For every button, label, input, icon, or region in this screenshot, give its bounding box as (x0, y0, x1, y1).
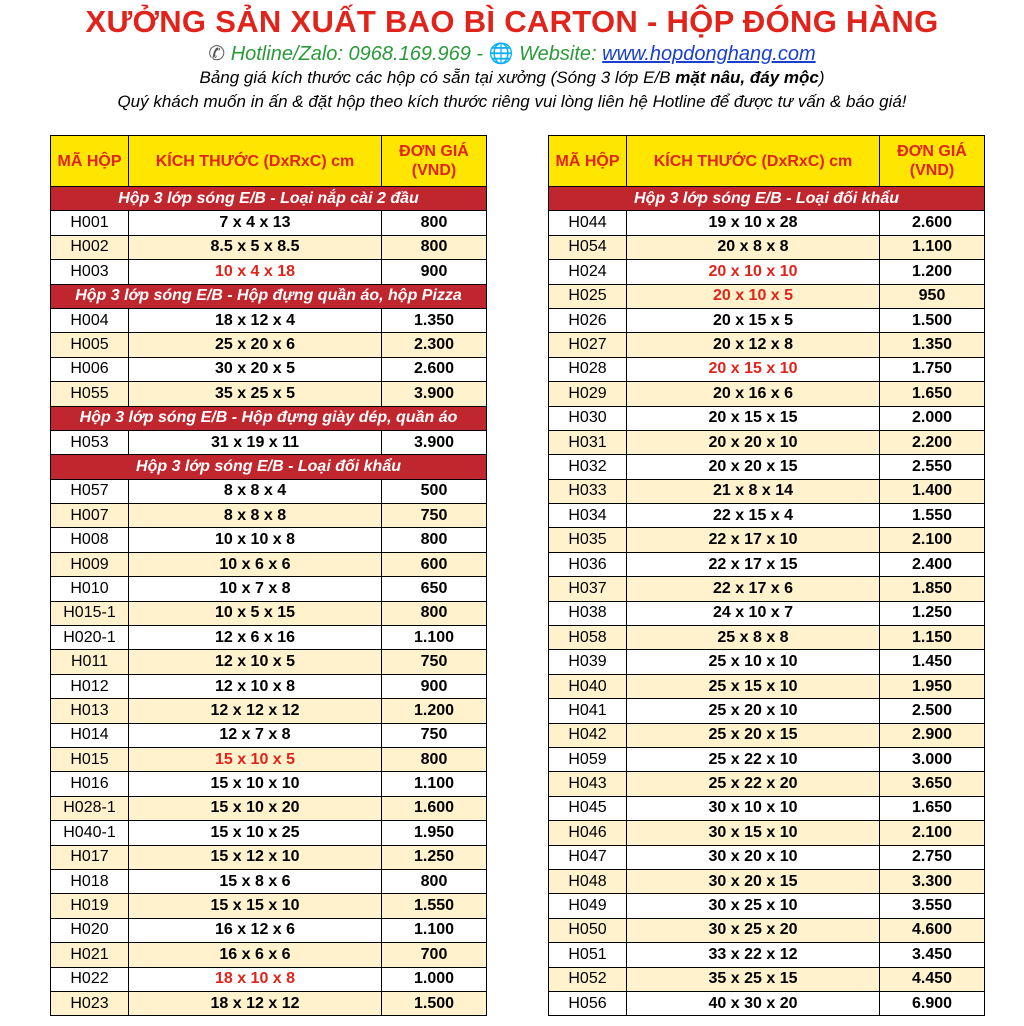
cell-price: 2.000 (880, 406, 985, 430)
table-row (51, 772, 487, 796)
cell-price: 800 (382, 235, 487, 259)
cell-size: 30 x 20 x 15 (627, 869, 880, 893)
cell-code: H001 (51, 211, 129, 235)
cell-size: 21 x 8 x 14 (627, 479, 880, 503)
cell-code: H055 (51, 382, 129, 406)
cell-size: 25 x 20 x 10 (627, 699, 880, 723)
cell-code: H053 (51, 430, 129, 454)
cell-code: H048 (549, 869, 627, 893)
table-row (51, 260, 487, 284)
cell-code: H059 (549, 747, 627, 771)
cell-price: 1.200 (880, 260, 985, 284)
cell-size: 20 x 10 x 5 (627, 284, 880, 308)
cell-size: 25 x 22 x 20 (627, 772, 880, 796)
table-row (51, 869, 487, 893)
table-row (549, 723, 985, 747)
cell-size: 20 x 12 x 8 (627, 333, 880, 357)
cell-code: H016 (51, 772, 129, 796)
cell-price: 2.550 (880, 455, 985, 479)
cell-code: H013 (51, 699, 129, 723)
cell-price: 3.000 (880, 747, 985, 771)
cell-code: H020-1 (51, 626, 129, 650)
cell-code: H024 (549, 260, 627, 284)
cell-size: 12 x 10 x 5 (129, 650, 382, 674)
cell-code: H034 (549, 504, 627, 528)
table-row (51, 845, 487, 869)
website-link[interactable]: www.hopdonghang.com (602, 43, 816, 65)
table-row (549, 845, 985, 869)
cell-size: 7 x 4 x 13 (129, 211, 382, 235)
cell-size: 15 x 10 x 20 (129, 796, 382, 820)
cell-size: 22 x 17 x 6 (627, 577, 880, 601)
cell-code: H043 (549, 772, 627, 796)
cell-price: 1.400 (880, 479, 985, 503)
cell-code: H046 (549, 821, 627, 845)
cell-price: 2.200 (880, 430, 985, 454)
cell-size: 25 x 20 x 6 (129, 333, 382, 357)
cell-price: 3.900 (382, 382, 487, 406)
cell-code: H039 (549, 650, 627, 674)
cell-size: 10 x 6 x 6 (129, 552, 382, 576)
cell-size: 22 x 17 x 15 (627, 552, 880, 576)
cell-price: 1.600 (382, 796, 487, 820)
cell-size: 15 x 15 x 10 (129, 894, 382, 918)
table-row (549, 479, 985, 503)
group-header-row (549, 187, 985, 211)
cell-size: 24 x 10 x 7 (627, 601, 880, 625)
cell-code: H026 (549, 308, 627, 332)
cell-code: H057 (51, 479, 129, 503)
cell-size: 10 x 4 x 18 (129, 260, 382, 284)
cell-size: 15 x 10 x 25 (129, 821, 382, 845)
cell-code: H018 (51, 869, 129, 893)
table-row (549, 650, 985, 674)
cell-price: 1.100 (382, 772, 487, 796)
table-row (549, 552, 985, 576)
cell-size: 22 x 17 x 10 (627, 528, 880, 552)
table-row (51, 991, 487, 1015)
table-row (549, 601, 985, 625)
price-note-bold: mặt nâu, đáy mộc (675, 68, 819, 87)
group-header-row (51, 406, 487, 430)
cell-price: 750 (382, 723, 487, 747)
cell-size: 12 x 7 x 8 (129, 723, 382, 747)
cell-price: 1.100 (382, 918, 487, 942)
cell-size: 31 x 19 x 11 (129, 430, 382, 454)
cell-code: H014 (51, 723, 129, 747)
table-row (51, 821, 487, 845)
table-row (549, 308, 985, 332)
column-header-code: MÃ HỘP (51, 136, 129, 187)
cell-size: 30 x 25 x 10 (627, 894, 880, 918)
cell-price: 900 (382, 674, 487, 698)
cell-size: 30 x 10 x 10 (627, 796, 880, 820)
cell-price: 2.400 (880, 552, 985, 576)
cell-price: 1.350 (880, 333, 985, 357)
cell-code: H049 (549, 894, 627, 918)
cell-size: 18 x 12 x 4 (129, 308, 382, 332)
group-title: Hộp 3 lớp sóng E/B - Hộp đựng quần áo, hộp Pizza (51, 284, 487, 308)
column-header-price: ĐƠN GIÁ (VND) (382, 136, 487, 187)
table-row (549, 455, 985, 479)
cell-code: H054 (549, 235, 627, 259)
cell-price: 1.100 (880, 235, 985, 259)
table-row (549, 382, 985, 406)
cell-code: H003 (51, 260, 129, 284)
cell-price: 1.350 (382, 308, 487, 332)
cell-code: H044 (549, 211, 627, 235)
cell-size: 20 x 15 x 15 (627, 406, 880, 430)
cell-price: 1.500 (382, 991, 487, 1015)
cell-size: 8 x 8 x 4 (129, 479, 382, 503)
cell-size: 25 x 10 x 10 (627, 650, 880, 674)
table-row (549, 894, 985, 918)
cell-price: 2.600 (880, 211, 985, 235)
cell-code: H052 (549, 967, 627, 991)
table-row (51, 967, 487, 991)
cell-size: 10 x 10 x 8 (129, 528, 382, 552)
page-header (0, 2, 1024, 114)
cell-size: 22 x 15 x 4 (627, 504, 880, 528)
cell-code: H020 (51, 918, 129, 942)
group-title: Hộp 3 lớp sóng E/B - Hộp đựng giày dép, quần áo (51, 406, 487, 430)
cell-size: 18 x 10 x 8 (129, 967, 382, 991)
cell-price: 2.100 (880, 528, 985, 552)
cell-code: H033 (549, 479, 627, 503)
table-row (51, 747, 487, 771)
cell-price: 700 (382, 943, 487, 967)
cell-price: 3.450 (880, 943, 985, 967)
table-row (51, 333, 487, 357)
table-row (549, 406, 985, 430)
table-row (51, 577, 487, 601)
cell-price: 750 (382, 504, 487, 528)
cell-size: 15 x 12 x 10 (129, 845, 382, 869)
cell-price: 1.450 (880, 650, 985, 674)
cell-price: 800 (382, 747, 487, 771)
cell-size: 20 x 16 x 6 (627, 382, 880, 406)
cell-size: 15 x 10 x 10 (129, 772, 382, 796)
cell-code: H027 (549, 333, 627, 357)
table-row (51, 943, 487, 967)
cell-price: 1.250 (880, 601, 985, 625)
price-note (0, 66, 1024, 90)
cell-size: 25 x 15 x 10 (627, 674, 880, 698)
cell-size: 8.5 x 5 x 8.5 (129, 235, 382, 259)
cell-price: 800 (382, 869, 487, 893)
group-header-row (51, 455, 487, 479)
cell-size: 20 x 20 x 15 (627, 455, 880, 479)
phone-icon: ✆ (208, 43, 226, 65)
column-header-size: KÍCH THƯỚC (DxRxC) cm (129, 136, 382, 187)
cell-size: 10 x 7 x 8 (129, 577, 382, 601)
table-row (51, 357, 487, 381)
table-row (549, 699, 985, 723)
cell-code: H040 (549, 674, 627, 698)
cell-price: 950 (880, 284, 985, 308)
group-title: Hộp 3 lớp sóng E/B - Loại nắp cài 2 đầu (51, 187, 487, 211)
table-row (51, 211, 487, 235)
group-title: Hộp 3 lớp sóng E/B - Loại đối khẩu (549, 187, 985, 211)
globe-icon: 🌐 (488, 43, 514, 65)
cell-code: H030 (549, 406, 627, 430)
contact-line (0, 42, 1024, 66)
cell-price: 3.650 (880, 772, 985, 796)
cell-size: 15 x 10 x 5 (129, 747, 382, 771)
cell-code: H002 (51, 235, 129, 259)
cell-price: 1.150 (880, 626, 985, 650)
cell-code: H056 (549, 991, 627, 1015)
table-row (549, 577, 985, 601)
table-row (51, 235, 487, 259)
table-row (549, 333, 985, 357)
price-note-a: Bảng giá kích thước các hộp có sẵn tại xưởng (Sóng 3 lớp E/B (199, 68, 676, 87)
table-row (549, 430, 985, 454)
cell-price: 3.300 (880, 869, 985, 893)
table-row (51, 699, 487, 723)
cell-code: H031 (549, 430, 627, 454)
group-header-row (51, 187, 487, 211)
cell-size: 25 x 8 x 8 (627, 626, 880, 650)
column-header-code: MÃ HỘP (549, 136, 627, 187)
table-row (51, 528, 487, 552)
cell-code: H050 (549, 918, 627, 942)
cell-size: 30 x 20 x 5 (129, 357, 382, 381)
cell-price: 500 (382, 479, 487, 503)
cell-price: 650 (382, 577, 487, 601)
table-row (549, 772, 985, 796)
table-row (51, 552, 487, 576)
cell-code: H058 (549, 626, 627, 650)
cell-code: H019 (51, 894, 129, 918)
page-title: XƯỞNG SẢN XUẤT BAO BÌ CARTON - HỘP ĐÓNG HÀNG (85, 4, 939, 39)
cell-size: 30 x 25 x 20 (627, 918, 880, 942)
cell-code: H021 (51, 943, 129, 967)
cell-price: 4.600 (880, 918, 985, 942)
cell-size: 20 x 20 x 10 (627, 430, 880, 454)
cell-price: 600 (382, 552, 487, 576)
table-row (51, 918, 487, 942)
cell-code: H051 (549, 943, 627, 967)
cell-size: 19 x 10 x 28 (627, 211, 880, 235)
cell-code: H032 (549, 455, 627, 479)
table-row (549, 504, 985, 528)
cell-price: 1.250 (382, 845, 487, 869)
cell-code: H011 (51, 650, 129, 674)
cell-price: 1.500 (880, 308, 985, 332)
cell-code: H015 (51, 747, 129, 771)
column-header-price: ĐƠN GIÁ (VND) (880, 136, 985, 187)
cell-price: 2.500 (880, 699, 985, 723)
cell-code: H047 (549, 845, 627, 869)
cell-size: 12 x 12 x 12 (129, 699, 382, 723)
table-row (51, 674, 487, 698)
cell-size: 12 x 6 x 16 (129, 626, 382, 650)
table-row (51, 723, 487, 747)
cell-size: 25 x 20 x 15 (627, 723, 880, 747)
table-row (549, 943, 985, 967)
table-row (549, 796, 985, 820)
cell-size: 8 x 8 x 8 (129, 504, 382, 528)
custom-order-note: Quý khách muốn in ấn & đặt hộp theo kích thước riêng vui lòng liên hệ Hotline để được tư vấn & báo giá! (117, 92, 907, 111)
cell-code: H036 (549, 552, 627, 576)
table-row (549, 821, 985, 845)
cell-size: 35 x 25 x 15 (627, 967, 880, 991)
table-row (549, 674, 985, 698)
cell-price: 1.650 (880, 382, 985, 406)
cell-price: 1.850 (880, 577, 985, 601)
cell-price: 1.950 (382, 821, 487, 845)
cell-size: 33 x 22 x 12 (627, 943, 880, 967)
table-row (51, 504, 487, 528)
cell-price: 800 (382, 528, 487, 552)
table-row (51, 479, 487, 503)
table-row (51, 382, 487, 406)
table-row (51, 601, 487, 625)
table-row (549, 918, 985, 942)
cell-code: H041 (549, 699, 627, 723)
cell-price: 3.550 (880, 894, 985, 918)
table-row (549, 626, 985, 650)
cell-size: 40 x 30 x 20 (627, 991, 880, 1015)
cell-size: 10 x 5 x 15 (129, 601, 382, 625)
cell-code: H028 (549, 357, 627, 381)
cell-price: 800 (382, 601, 487, 625)
cell-code: H017 (51, 845, 129, 869)
table-row (51, 650, 487, 674)
cell-price: 750 (382, 650, 487, 674)
column-header-size: KÍCH THƯỚC (DxRxC) cm (627, 136, 880, 187)
cell-price: 4.450 (880, 967, 985, 991)
cell-size: 18 x 12 x 12 (129, 991, 382, 1015)
cell-code: H023 (51, 991, 129, 1015)
cell-size: 35 x 25 x 5 (129, 382, 382, 406)
cell-size: 20 x 10 x 10 (627, 260, 880, 284)
table-row (549, 967, 985, 991)
table-header-row (549, 136, 985, 187)
cell-code: H040-1 (51, 821, 129, 845)
price-table-right (548, 135, 985, 1016)
table-row (51, 626, 487, 650)
cell-code: H025 (549, 284, 627, 308)
cell-code: H022 (51, 967, 129, 991)
cell-price: 2.900 (880, 723, 985, 747)
table-row (549, 869, 985, 893)
cell-code: H008 (51, 528, 129, 552)
cell-size: 30 x 15 x 10 (627, 821, 880, 845)
cell-code: H045 (549, 796, 627, 820)
price-note-c: ) (818, 68, 825, 87)
cell-price: 2.300 (382, 333, 487, 357)
cell-size: 16 x 6 x 6 (129, 943, 382, 967)
cell-size: 12 x 10 x 8 (129, 674, 382, 698)
table-header-row (51, 136, 487, 187)
cell-code: H037 (549, 577, 627, 601)
group-title: Hộp 3 lớp sóng E/B - Loại đối khẩu (51, 455, 487, 479)
cell-code: H012 (51, 674, 129, 698)
cell-size: 25 x 22 x 10 (627, 747, 880, 771)
cell-code: H004 (51, 308, 129, 332)
cell-size: 20 x 8 x 8 (627, 235, 880, 259)
price-table-left (50, 135, 487, 1016)
table-row (549, 747, 985, 771)
table-row (549, 991, 985, 1015)
cell-code: H010 (51, 577, 129, 601)
cell-size: 20 x 15 x 5 (627, 308, 880, 332)
cell-code: H028-1 (51, 796, 129, 820)
cell-price: 1.550 (382, 894, 487, 918)
cell-code: H038 (549, 601, 627, 625)
cell-price: 1.550 (880, 504, 985, 528)
cell-price: 2.100 (880, 821, 985, 845)
cell-price: 1.950 (880, 674, 985, 698)
table-row (549, 211, 985, 235)
cell-code: H042 (549, 723, 627, 747)
table-row (549, 260, 985, 284)
hotline-text: Hotline/Zalo: 0968.169.969 - (230, 43, 484, 65)
table-row (51, 430, 487, 454)
cell-size: 15 x 8 x 6 (129, 869, 382, 893)
cell-price: 1.750 (880, 357, 985, 381)
cell-code: H006 (51, 357, 129, 381)
cell-price: 800 (382, 211, 487, 235)
cell-code: H035 (549, 528, 627, 552)
cell-code: H005 (51, 333, 129, 357)
cell-price: 1.000 (382, 967, 487, 991)
table-row (51, 894, 487, 918)
cell-code: H015-1 (51, 601, 129, 625)
cell-price: 2.600 (382, 357, 487, 381)
table-row (549, 357, 985, 381)
cell-price: 1.650 (880, 796, 985, 820)
cell-price: 1.100 (382, 626, 487, 650)
table-row (51, 308, 487, 332)
cell-size: 20 x 15 x 10 (627, 357, 880, 381)
table-row (549, 284, 985, 308)
cell-code: H009 (51, 552, 129, 576)
table-row (549, 235, 985, 259)
website-label: Website: (519, 43, 597, 65)
cell-price: 900 (382, 260, 487, 284)
group-header-row (51, 284, 487, 308)
cell-size: 16 x 12 x 6 (129, 918, 382, 942)
cell-code: H029 (549, 382, 627, 406)
cell-price: 6.900 (880, 991, 985, 1015)
table-row (549, 528, 985, 552)
cell-price: 3.900 (382, 430, 487, 454)
cell-size: 30 x 20 x 10 (627, 845, 880, 869)
cell-code: H007 (51, 504, 129, 528)
cell-price: 2.750 (880, 845, 985, 869)
cell-price: 1.200 (382, 699, 487, 723)
table-row (51, 796, 487, 820)
